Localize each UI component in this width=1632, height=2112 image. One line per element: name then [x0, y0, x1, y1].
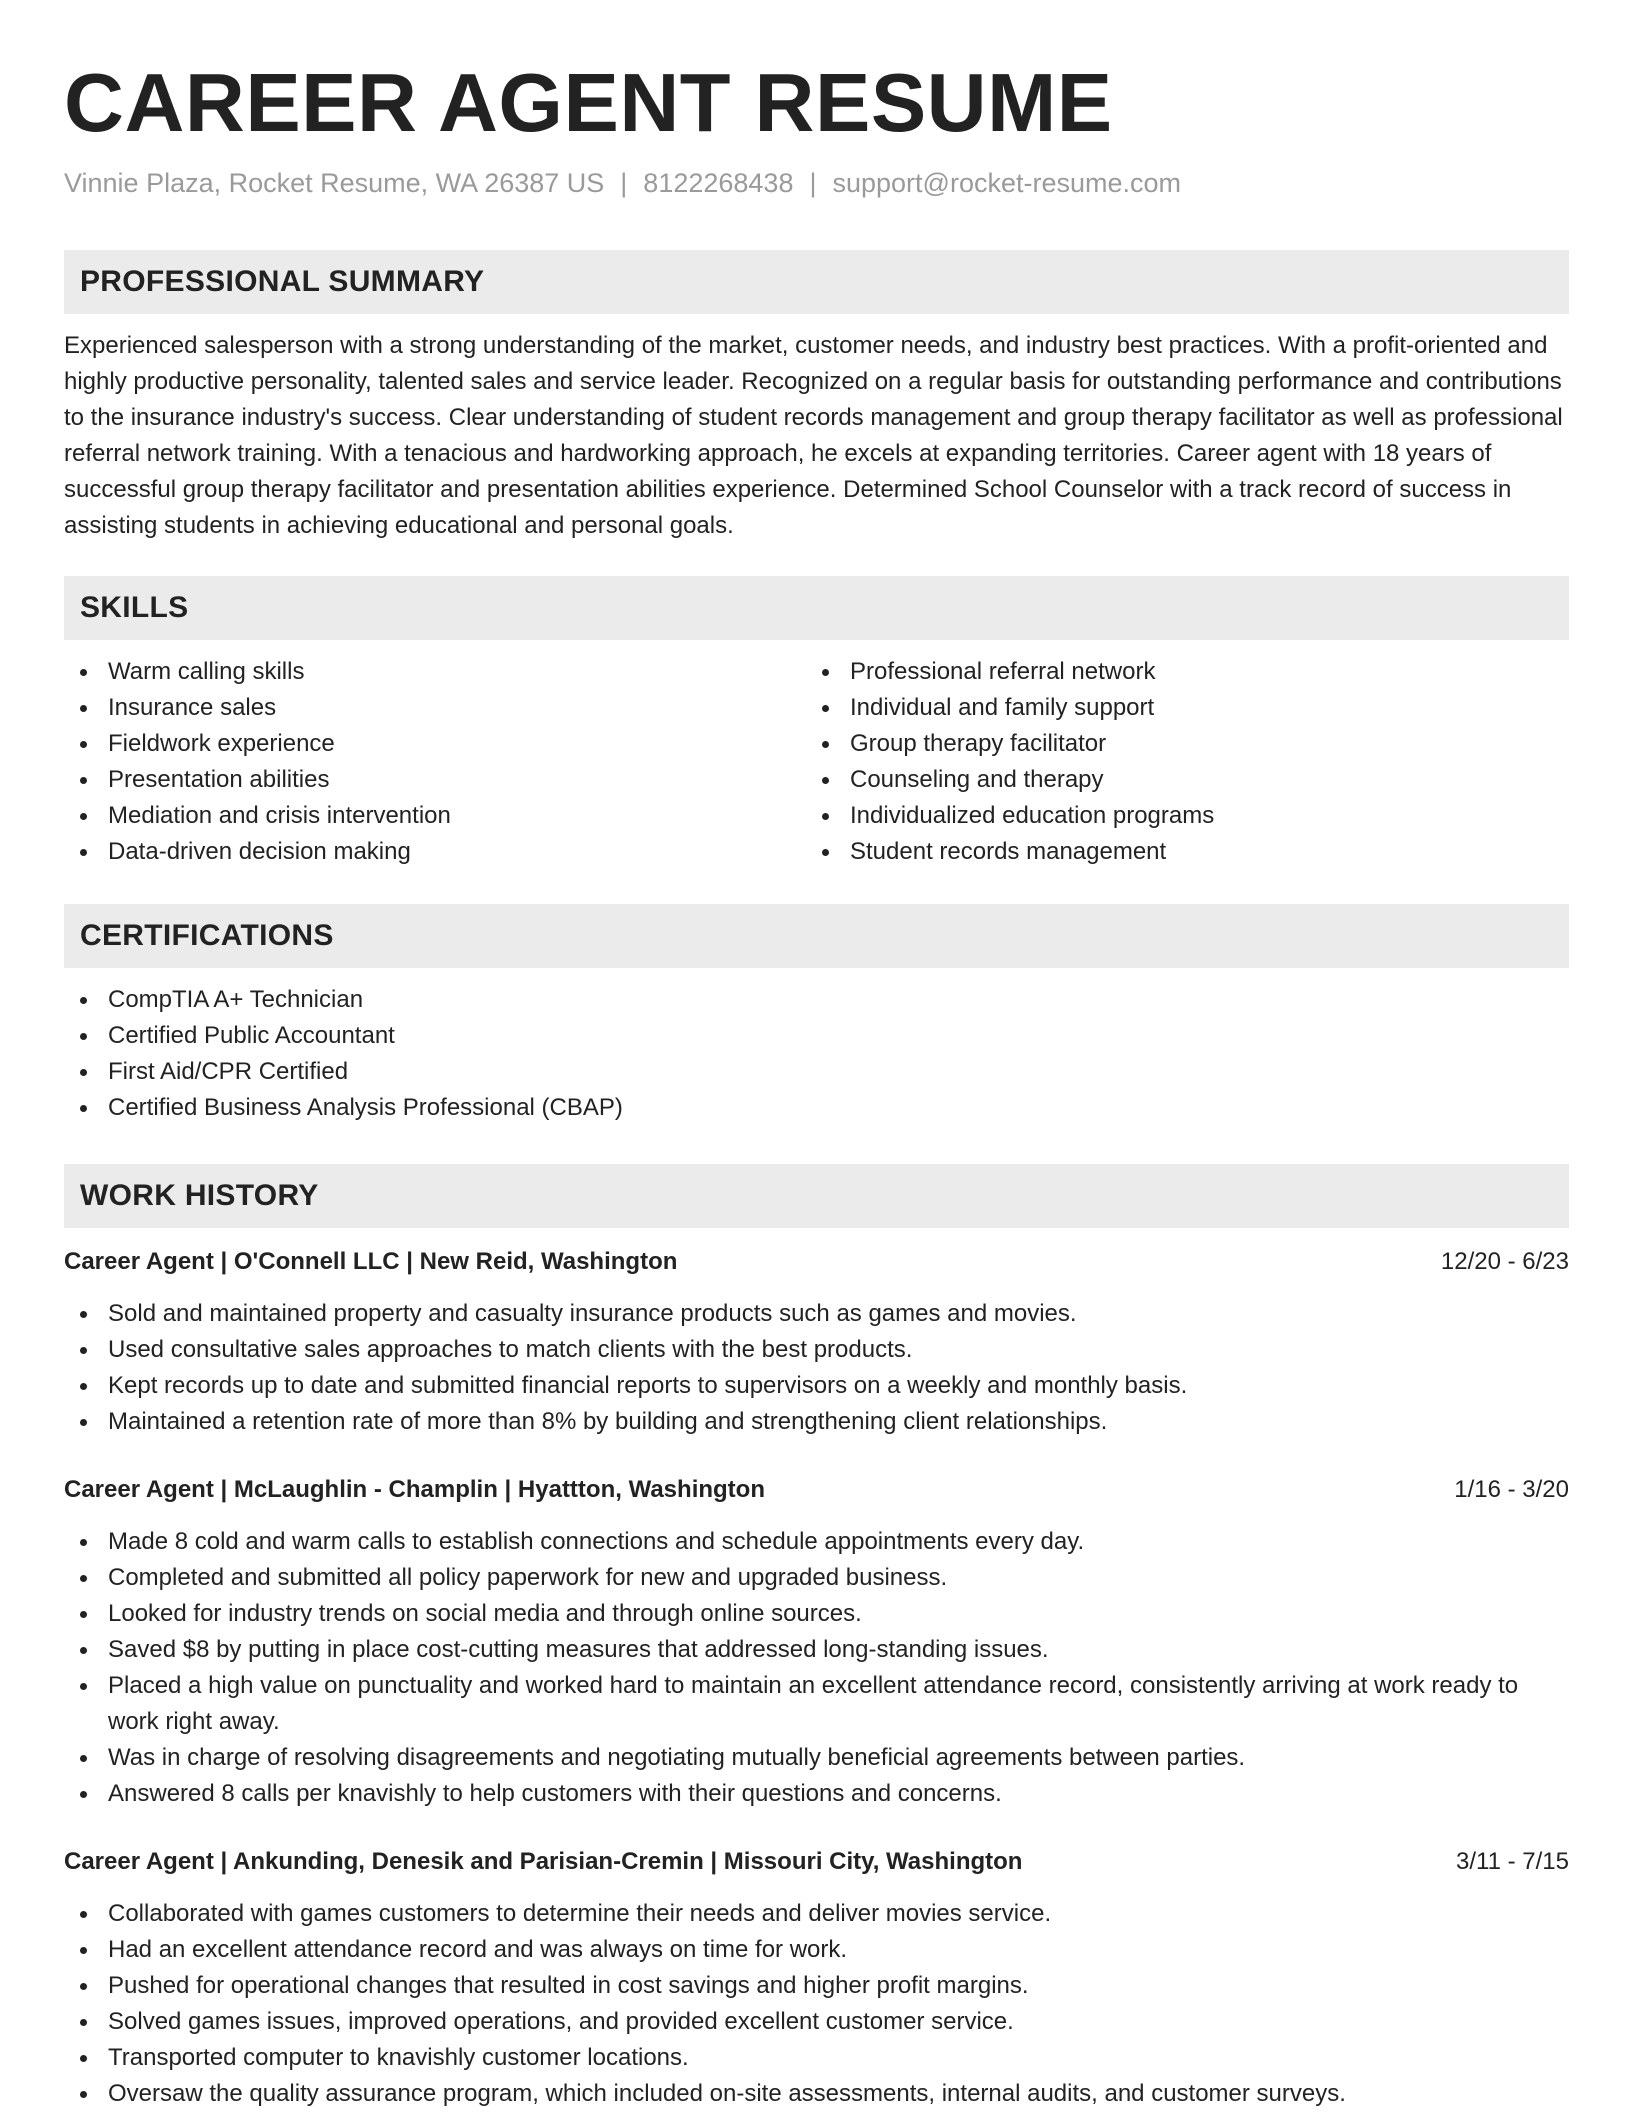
job-title: Career Agent | O'Connell LLC | New Reid, Washington: [64, 1248, 678, 1275]
job-bullet: Maintained a retention rate of more than 8% by building and strengthening client relationships.: [64, 1404, 1569, 1440]
job-bullet: Solved games issues, improved operations, and provided excellent customer service.: [64, 2004, 1569, 2040]
skills-section: [64, 576, 1569, 870]
job-bullet: Completed and submitted all policy paperwork for new and upgraded business.: [64, 1560, 1569, 1596]
skill-item: Student records management: [806, 834, 1548, 870]
skill-item: Insurance sales: [64, 690, 806, 726]
job-entry: [64, 1244, 1569, 1440]
job-title: Career Agent | McLaughlin - Champlin | Hyattton, Washington: [64, 1476, 765, 1503]
job-bullet: Was in charge of resolving disagreements and negotiating mutually beneficial agreements between parties.: [64, 1740, 1569, 1776]
job-bullet: Had an excellent attendance record and was always on time for work.: [64, 1932, 1569, 1968]
job-bullet: Collaborated with games customers to determine their needs and deliver movies service.: [64, 1896, 1569, 1932]
certifications-list: [64, 982, 1569, 1126]
job-header: [64, 1844, 1569, 1880]
skills-column-left: [64, 654, 806, 870]
contact-line: [64, 166, 1569, 200]
job-bullet: Used consultative sales approaches to match clients with the best products.: [64, 1332, 1569, 1368]
skill-item: Counseling and therapy: [806, 762, 1548, 798]
job-bullet: Pushed for operational changes that resulted in cost savings and higher profit margins.: [64, 1968, 1569, 2004]
work-history-section: [64, 1164, 1569, 2112]
skill-item: Presentation abilities: [64, 762, 806, 798]
skills-list-left: [64, 654, 806, 870]
job-bullet: Sold and maintained property and casualty insurance products such as games and movies.: [64, 1296, 1569, 1332]
contact-email: support@rocket-resume.com: [832, 168, 1182, 198]
skill-item: Fieldwork experience: [64, 726, 806, 762]
skills-list-right: [806, 654, 1548, 870]
job-bullet: Saved $8 by putting in place cost-cutting measures that addressed long-standing issues.: [64, 1632, 1569, 1668]
job-bullet: Placed a high value on punctuality and worked hard to maintain an excellent attendance record, consistently arriving at work ready to work right away.: [64, 1668, 1569, 1740]
summary-section: [64, 250, 1569, 544]
section-heading-summary: PROFESSIONAL SUMMARY: [64, 250, 1569, 314]
resume-title: CAREER AGENT RESUME: [64, 56, 1113, 149]
certification-item: First Aid/CPR Certified: [64, 1054, 1569, 1090]
contact-separator: |: [620, 168, 628, 198]
certification-item: Certified Public Accountant: [64, 1018, 1569, 1054]
job-bullet: Made 8 cold and warm calls to establish connections and schedule appointments every day.: [64, 1524, 1569, 1560]
skill-item: Data-driven decision making: [64, 834, 806, 870]
job-bullets: [64, 1524, 1569, 1812]
job-title: Career Agent | Ankunding, Denesik and Parisian-Cremin | Missouri City, Washington: [64, 1848, 1023, 1875]
certification-item: CompTIA A+ Technician: [64, 982, 1569, 1018]
job-header: [64, 1244, 1569, 1280]
skills-grid: [64, 654, 1569, 870]
skill-item: Individualized education programs: [806, 798, 1548, 834]
section-heading-work-history: WORK HISTORY: [64, 1164, 1569, 1228]
certification-item: Certified Business Analysis Professional (CBAP): [64, 1090, 1569, 1126]
job-entry: [64, 1472, 1569, 1812]
resume-content: [64, 48, 1569, 2112]
job-bullets: [64, 1296, 1569, 1440]
job-bullet: Looked for industry trends on social media and through online sources.: [64, 1596, 1569, 1632]
job-dates: 12/20 - 6/23: [1440, 1248, 1569, 1275]
section-heading-skills: SKILLS: [64, 576, 1569, 640]
section-heading-certifications: CERTIFICATIONS: [64, 904, 1569, 968]
skill-item: Mediation and crisis intervention: [64, 798, 806, 834]
summary-text: Experienced salesperson with a strong understanding of the market, customer needs, and industry best practices. With a profit-oriented and highly productive personality, talented sales and service leader. Recognized on a regular basis for outstanding performance and contributions to the insurance industry's success. Clear understanding of student records management and group therapy facilitator as well as professional referral network training. With a tenacious and hardworking approach, he excels at expanding territories. Career agent with 18 years of successful group therapy facilitator and presentation abilities experience. Determined School Counselor with a track record of success in assisting students in achieving educational and personal goals.: [64, 332, 1563, 539]
job-bullet: Answered 8 calls per knavishly to help customers with their questions and concerns.: [64, 1776, 1569, 1812]
skill-item: Warm calling skills: [64, 654, 806, 690]
job-dates: 3/11 - 7/15: [1456, 1848, 1569, 1875]
skill-item: Individual and family support: [806, 690, 1548, 726]
skill-item: Group therapy facilitator: [806, 726, 1548, 762]
job-bullet: Kept records up to date and submitted financial reports to supervisors on a weekly and monthly basis.: [64, 1368, 1569, 1404]
skill-item: Professional referral network: [806, 654, 1548, 690]
certifications-section: [64, 904, 1569, 1126]
job-header: [64, 1472, 1569, 1508]
job-bullet: Oversaw the quality assurance program, which included on-site assessments, internal audits, and customer surveys.: [64, 2076, 1569, 2112]
contact-address: Vinnie Plaza, Rocket Resume, WA 26387 US: [64, 168, 605, 198]
job-dates: 1/16 - 3/20: [1454, 1476, 1569, 1503]
job-entry: [64, 1844, 1569, 2112]
contact-separator: |: [809, 168, 817, 198]
contact-phone: 8122268438: [643, 168, 794, 198]
skills-column-right: [806, 654, 1548, 870]
job-bullet: Transported computer to knavishly customer locations.: [64, 2040, 1569, 2076]
job-bullets: [64, 1896, 1569, 2112]
